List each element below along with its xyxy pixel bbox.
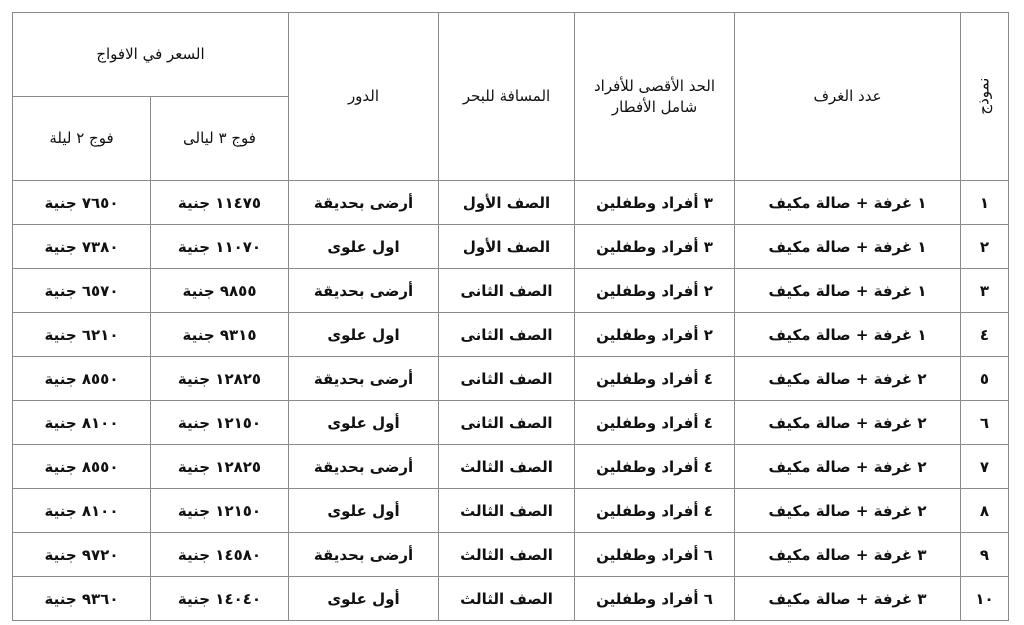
- cell-price-3-nights: ١٤٠٤٠ جنية: [151, 577, 289, 621]
- cell-floor: أرضى بحديقة: [289, 181, 439, 225]
- cell-price-2-nights: ٧٣٨٠ جنية: [13, 225, 151, 269]
- cell-rooms: ١ غرفة + صالة مكيف: [735, 225, 961, 269]
- cell-price-3-nights: ٩٣١٥ جنية: [151, 313, 289, 357]
- cell-persons: ٦ أفراد وطفلين: [575, 533, 735, 577]
- cell-model: ٩: [961, 533, 1009, 577]
- cell-persons: ٤ أفراد وطفلين: [575, 445, 735, 489]
- cell-persons: ٤ أفراد وطفلين: [575, 357, 735, 401]
- table-row: [13, 181, 1009, 225]
- cell-persons: ٢ أفراد وطفلين: [575, 313, 735, 357]
- cell-floor: أول علوى: [289, 489, 439, 533]
- cell-distance: الصف الأول: [439, 181, 575, 225]
- cell-floor: اول علوى: [289, 225, 439, 269]
- table-row: [13, 489, 1009, 533]
- cell-rooms: ١ غرفة + صالة مكيف: [735, 269, 961, 313]
- cell-price-3-nights: ١٢٨٢٥ جنية: [151, 445, 289, 489]
- cell-persons: ٤ أفراد وطفلين: [575, 401, 735, 445]
- header-floor: الدور: [289, 13, 439, 181]
- cell-model: ٤: [961, 313, 1009, 357]
- cell-price-2-nights: ٨١٠٠ جنية: [13, 401, 151, 445]
- cell-floor: أرضى بحديقة: [289, 533, 439, 577]
- cell-price-3-nights: ١٢٨٢٥ جنية: [151, 357, 289, 401]
- cell-model: ٨: [961, 489, 1009, 533]
- cell-rooms: ٢ غرفة + صالة مكيف: [735, 489, 961, 533]
- cell-model: ١٠: [961, 577, 1009, 621]
- cell-rooms: ٢ غرفة + صالة مكيف: [735, 401, 961, 445]
- cell-model: ٥: [961, 357, 1009, 401]
- cell-distance: الصف الأول: [439, 225, 575, 269]
- pricing-table: [12, 12, 1009, 621]
- header-rooms: عدد الغرف: [735, 13, 961, 181]
- cell-persons: ٣ أفراد وطفلين: [575, 181, 735, 225]
- cell-distance: الصف الثانى: [439, 401, 575, 445]
- cell-model: ١: [961, 181, 1009, 225]
- cell-price-3-nights: ٩٨٥٥ جنية: [151, 269, 289, 313]
- cell-persons: ٢ أفراد وطفلين: [575, 269, 735, 313]
- cell-price-2-nights: ٩٧٢٠ جنية: [13, 533, 151, 577]
- cell-rooms: ١ غرفة + صالة مكيف: [735, 181, 961, 225]
- cell-floor: أرضى بحديقة: [289, 445, 439, 489]
- table-row: [13, 269, 1009, 313]
- cell-rooms: ٣ غرفة + صالة مكيف: [735, 577, 961, 621]
- cell-floor: أرضى بحديقة: [289, 269, 439, 313]
- cell-price-3-nights: ١١٤٧٥ جنية: [151, 181, 289, 225]
- cell-distance: الصف الثانى: [439, 313, 575, 357]
- cell-floor: أرضى بحديقة: [289, 357, 439, 401]
- header-price-3-nights: فوج ٣ ليالى: [151, 97, 289, 181]
- cell-price-2-nights: ٨٥٥٠ جنية: [13, 445, 151, 489]
- cell-persons: ٤ أفراد وطفلين: [575, 489, 735, 533]
- cell-model: ٧: [961, 445, 1009, 489]
- table-row: [13, 577, 1009, 621]
- cell-rooms: ٣ غرفة + صالة مكيف: [735, 533, 961, 577]
- cell-persons: ٦ أفراد وطفلين: [575, 577, 735, 621]
- cell-rooms: ١ غرفة + صالة مكيف: [735, 313, 961, 357]
- cell-price-3-nights: ١٢١٥٠ جنية: [151, 489, 289, 533]
- header-distance: المسافة للبحر: [439, 13, 575, 181]
- header-model: نموذج: [961, 13, 1009, 181]
- cell-distance: الصف الثانى: [439, 357, 575, 401]
- cell-distance: الصف الثالث: [439, 489, 575, 533]
- header-max-persons: الحد الأقصى للأفراد شامل الأفطار: [575, 13, 735, 181]
- cell-persons: ٣ أفراد وطفلين: [575, 225, 735, 269]
- cell-floor: أول علوى: [289, 401, 439, 445]
- cell-floor: اول علوى: [289, 313, 439, 357]
- table-row: [13, 313, 1009, 357]
- cell-price-3-nights: ١١٠٧٠ جنية: [151, 225, 289, 269]
- table-row: [13, 445, 1009, 489]
- cell-rooms: ٢ غرفة + صالة مكيف: [735, 445, 961, 489]
- table-row: [13, 357, 1009, 401]
- cell-rooms: ٢ غرفة + صالة مكيف: [735, 357, 961, 401]
- cell-price-3-nights: ١٤٥٨٠ جنية: [151, 533, 289, 577]
- cell-model: ٦: [961, 401, 1009, 445]
- cell-price-2-nights: ٧٦٥٠ جنية: [13, 181, 151, 225]
- cell-price-3-nights: ١٢١٥٠ جنية: [151, 401, 289, 445]
- cell-model: ٣: [961, 269, 1009, 313]
- cell-distance: الصف الثالث: [439, 445, 575, 489]
- cell-price-2-nights: ٩٣٦٠ جنية: [13, 577, 151, 621]
- cell-distance: الصف الثالث: [439, 533, 575, 577]
- table-row: [13, 533, 1009, 577]
- cell-price-2-nights: ٦٥٧٠ جنية: [13, 269, 151, 313]
- cell-distance: الصف الثانى: [439, 269, 575, 313]
- cell-price-2-nights: ٨٥٥٠ جنية: [13, 357, 151, 401]
- table-row: [13, 401, 1009, 445]
- header-price-2-nights: فوج ٢ ليلة: [13, 97, 151, 181]
- cell-price-2-nights: ٨١٠٠ جنية: [13, 489, 151, 533]
- cell-model: ٢: [961, 225, 1009, 269]
- header-price-group: السعر في الافواج: [13, 13, 289, 97]
- cell-floor: أول علوى: [289, 577, 439, 621]
- cell-distance: الصف الثالث: [439, 577, 575, 621]
- table-row: [13, 225, 1009, 269]
- cell-price-2-nights: ٦٢١٠ جنية: [13, 313, 151, 357]
